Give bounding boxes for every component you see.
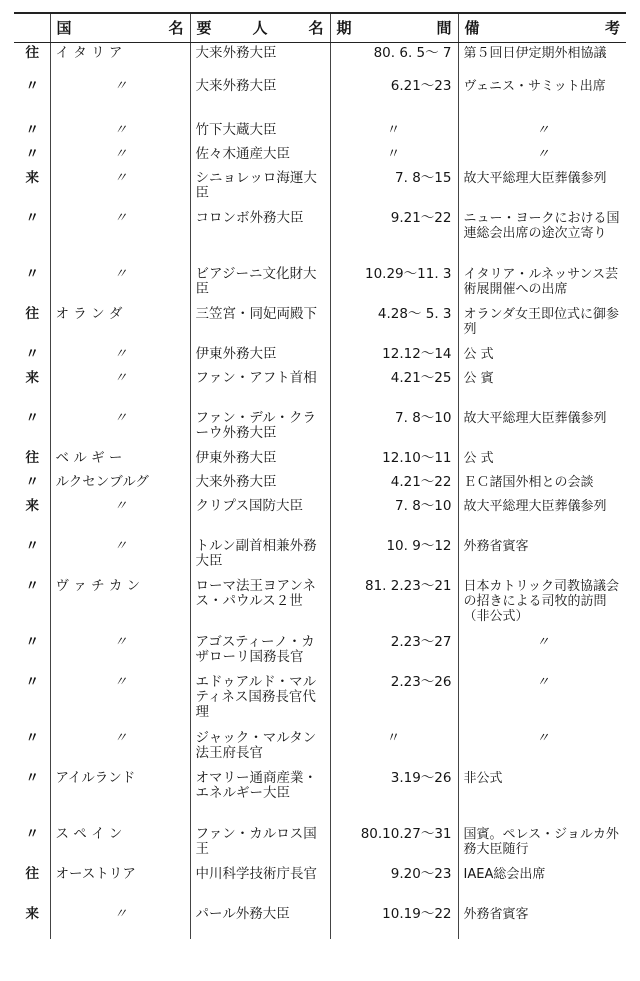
direction-cell: 〃 [25,673,39,690]
person-cell: 佐々木通産大臣 [190,144,330,168]
note-cell: ヴェニス・サミット出席 [458,76,626,120]
note-cell: 〃 [458,632,626,672]
table-row [14,344,626,368]
period-cell: 〃 [330,728,458,768]
person-cell: 竹下大蔵大臣 [190,120,330,144]
country-cell: 〃 [50,368,190,408]
direction-cell: 〃 [25,265,39,282]
country-cell: オ ラ ン ダ [50,304,190,344]
period-cell: 12.10～11 [330,448,458,472]
table-row [14,144,626,168]
period-cell: 6.21～23 [330,76,458,120]
person-cell: 中川科学技術庁長官 [190,864,330,904]
country-cell: オーストリア [50,864,190,904]
direction-cell: 往 [25,449,39,466]
country-cell: 〃 [50,76,190,120]
note-cell: 故大平総理大臣葬儀参列 [458,408,626,448]
table-row [14,472,626,496]
note-cell: 〃 [458,672,626,728]
direction-cell: 〃 [25,473,39,490]
direction-cell: 〃 [25,77,39,94]
period-cell: 7. 8～10 [330,496,458,536]
table-row [14,168,626,208]
table-row [14,496,626,536]
note-cell: 外務省賓客 [458,904,626,939]
table-header-row [14,13,626,43]
country-cell: 〃 [50,208,190,264]
period-cell: 9.20～23 [330,864,458,904]
table-row [14,264,626,304]
country-cell: 〃 [50,904,190,939]
note-cell: 故大平総理大臣葬儀参列 [458,496,626,536]
table-row [14,408,626,448]
period-cell: 10.19～22 [330,904,458,939]
direction-cell: 〃 [25,409,39,426]
period-cell: 80.10.27～31 [330,824,458,864]
country-cell: ルクセンブルグ [50,472,190,496]
table-row [14,904,626,939]
note-cell: ＥＣ諸国外相との会談 [458,472,626,496]
note-cell: 公 賓 [458,368,626,408]
country-cell: イ タ リ ア [50,43,190,76]
note-cell: イタリア・ルネッサンス芸術展開催への出席 [458,264,626,304]
table-row [14,304,626,344]
header-country: 国 名 [50,13,190,43]
direction-cell: 〃 [25,145,39,162]
note-cell: 〃 [458,144,626,168]
direction-cell: 〃 [25,825,39,842]
direction-cell: 〃 [25,577,39,594]
person-cell: 大来外務大臣 [190,76,330,120]
table-row [14,368,626,408]
note-cell: 日本カトリック司教協議会の招きによる司牧的訪問（非公式） [458,576,626,632]
period-cell: 81. 2.23～21 [330,576,458,632]
note-cell: 〃 [458,728,626,768]
period-cell: 10.29～11. 3 [330,264,458,304]
direction-cell: 往 [25,865,39,882]
person-cell: ビアジーニ文化財大臣 [190,264,330,304]
direction-cell: 往 [25,305,39,322]
period-cell: 9.21～22 [330,208,458,264]
person-cell: コロンボ外務大臣 [190,208,330,264]
country-cell: 〃 [50,536,190,576]
person-cell: 大来外務大臣 [190,43,330,76]
note-cell: 外務省賓客 [458,536,626,576]
note-cell: 非公式 [458,768,626,824]
direction-cell: 〃 [25,209,39,226]
period-cell: 7. 8～10 [330,408,458,448]
period-cell: 3.19～26 [330,768,458,824]
direction-cell: 〃 [25,729,39,746]
table-row [14,576,626,632]
table-row [14,672,626,728]
direction-cell: 来 [25,169,39,186]
direction-cell: 〃 [25,345,39,362]
table-row [14,208,626,264]
person-cell: 伊東外務大臣 [190,448,330,472]
person-cell: ファン・カルロス国王 [190,824,330,864]
country-cell: 〃 [50,496,190,536]
direction-cell: 来 [25,497,39,514]
country-cell: 〃 [50,344,190,368]
header-period: 期 間 [330,13,458,43]
country-cell: ス ペ イ ン [50,824,190,864]
person-cell: パール外務大臣 [190,904,330,939]
table-row [14,43,626,76]
note-cell: 公 式 [458,448,626,472]
period-cell: 2.23～27 [330,632,458,672]
period-cell: 4.21～25 [330,368,458,408]
country-cell: 〃 [50,168,190,208]
note-cell: ニュー・ヨークにおける国連総会出席の途次立寄り [458,208,626,264]
direction-cell: 〃 [25,769,39,786]
header-direction [14,13,50,43]
person-cell: 三笠宮・同妃両殿下 [190,304,330,344]
country-cell: ヴ ァ チ カ ン [50,576,190,632]
note-cell: 第５回日伊定期外相協議 [458,43,626,76]
table-row [14,120,626,144]
country-cell: 〃 [50,120,190,144]
person-cell: クリプス国防大臣 [190,496,330,536]
person-cell: シニョレッロ海運大臣 [190,168,330,208]
period-cell: 12.12～14 [330,344,458,368]
person-cell: 大来外務大臣 [190,472,330,496]
table-row [14,768,626,824]
direction-cell: 来 [25,905,39,922]
person-cell: 伊東外務大臣 [190,344,330,368]
table-row [14,864,626,904]
person-cell: オマリー通商産業・エネルギー大臣 [190,768,330,824]
table-row [14,76,626,120]
person-cell: アゴスティーノ・カザローリ国務長官 [190,632,330,672]
header-person: 要 人 名 [190,13,330,43]
direction-cell: 〃 [25,121,39,138]
person-cell: ファン・デル・クラーウ外務大臣 [190,408,330,448]
note-cell: 故大平総理大臣葬儀参列 [458,168,626,208]
period-cell: 4.21～22 [330,472,458,496]
table-row [14,632,626,672]
header-notes: 備 考 [458,13,626,43]
period-cell: 7. 8～15 [330,168,458,208]
table-row [14,448,626,472]
country-cell: ベ ル ギ ー [50,448,190,472]
direction-cell: 来 [25,369,39,386]
visits-table-sheet [14,12,626,966]
direction-cell: 往 [25,45,39,61]
person-cell: トルン副首相兼外務大臣 [190,536,330,576]
visits-table [14,12,626,939]
person-cell: ファン・アフト首相 [190,368,330,408]
note-cell: IAEA総会出席 [458,864,626,904]
period-cell: 10. 9～12 [330,536,458,576]
country-cell: 〃 [50,672,190,728]
person-cell: ジャック・マルタン法王府長官 [190,728,330,768]
country-cell: 〃 [50,144,190,168]
note-cell: オランダ女王即位式に御参列 [458,304,626,344]
table-row [14,824,626,864]
note-cell: 公 式 [458,344,626,368]
table-row [14,728,626,768]
note-cell: 国賓。ペレス・ジョルカ外務大臣随行 [458,824,626,864]
direction-cell: 〃 [25,633,39,650]
table-row [14,536,626,576]
person-cell: エドゥアルド・マルティネス国務長官代理 [190,672,330,728]
period-cell: 〃 [330,120,458,144]
country-cell: 〃 [50,408,190,448]
period-cell: 〃 [330,144,458,168]
country-cell: 〃 [50,728,190,768]
country-cell: アイルランド [50,768,190,824]
direction-cell: 〃 [25,537,39,554]
note-cell: 〃 [458,120,626,144]
period-cell: 2.23～26 [330,672,458,728]
period-cell: 4.28～ 5. 3 [330,304,458,344]
country-cell: 〃 [50,632,190,672]
person-cell: ローマ法王ヨアンネス・パウルス２世 [190,576,330,632]
country-cell: 〃 [50,264,190,304]
period-cell: 80. 6. 5～ 7 [330,43,458,76]
